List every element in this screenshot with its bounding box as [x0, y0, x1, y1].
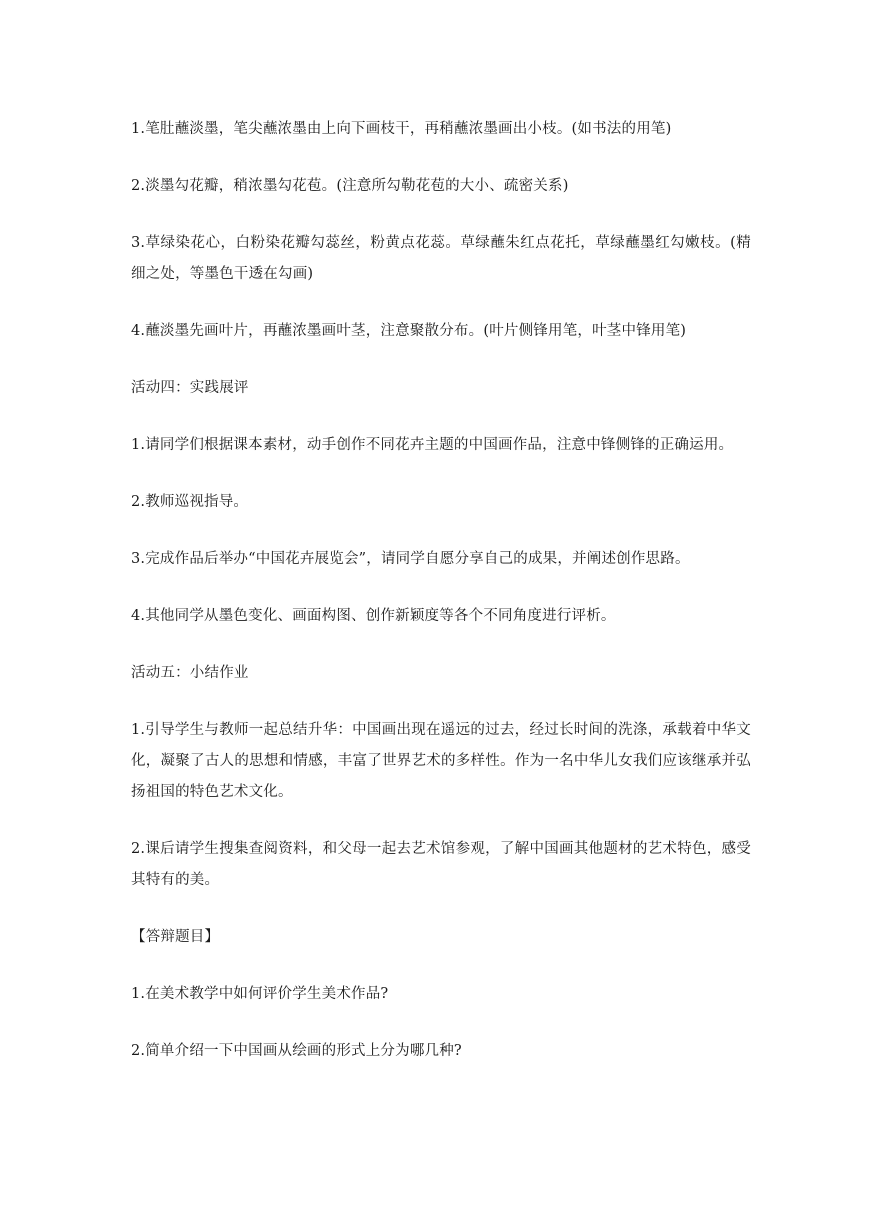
activity-4-heading: 活动四：实践展评: [131, 380, 249, 396]
defense-question-2: 2.简单介绍一下中国画从绘画的形式上分为哪几种?: [131, 1043, 462, 1059]
step-4-leaves: 4.蘸淡墨先画叶片，再蘸浓墨画叶茎，注意聚散分布。(叶片侧锋用笔，叶茎中锋用笔): [131, 323, 687, 339]
step-3-coloring: 3.草绿染花心，白粉染花瓣勾蕊丝，粉黄点花蕊。草绿蘸朱红点花托，草绿蘸墨红勾嫩枝。(精细之处，等墨色干透在勾画): [131, 235, 751, 282]
defense-questions-heading: 【答辩题目】: [131, 929, 220, 945]
step-1-branches: 1.笔肚蘸淡墨，笔尖蘸浓墨由上向下画枝干，再稍蘸浓墨画出小枝。(如书法的用笔): [131, 121, 672, 137]
activity-4-item-2: 2.教师巡视指导。: [131, 494, 249, 510]
defense-question-1: 1.在美术教学中如何评价学生美术作品?: [131, 986, 389, 1002]
step-2-petals: 2.淡墨勾花瓣，稍浓墨勾花苞。(注意所勾勒花苞的大小、疏密关系): [131, 178, 569, 194]
activity-5-item-1: 1.引导学生与教师一起总结升华：中国画出现在遥远的过去，经过长时间的洗涤，承载着中华文化，凝聚了古人的思想和情感，丰富了世界艺术的多样性。作为一名中华儿女我们应该继承并弘扬祖国的特色艺术文化。: [131, 722, 751, 800]
document-body: [131, 114, 751, 1067]
activity-5-item-2: 2.课后请学生搜集查阅资料，和父母一起去艺术馆参观，了解中国画其他题材的艺术特色，感受其特有的美。: [131, 841, 751, 888]
activity-4-item-1: 1.请同学们根据课本素材，动手创作不同花卉主题的中国画作品，注意中锋侧锋的正确运用。: [131, 437, 734, 453]
activity-4-item-3: 3.完成作品后举办“中国花卉展览会”，请同学自愿分享自己的成果，并阐述创作思路。: [131, 551, 690, 567]
activity-4-item-4: 4.其他同学从墨色变化、画面构图、创作新颖度等各个不同角度进行评析。: [131, 608, 616, 624]
activity-5-heading: 活动五：小结作业: [131, 665, 249, 681]
